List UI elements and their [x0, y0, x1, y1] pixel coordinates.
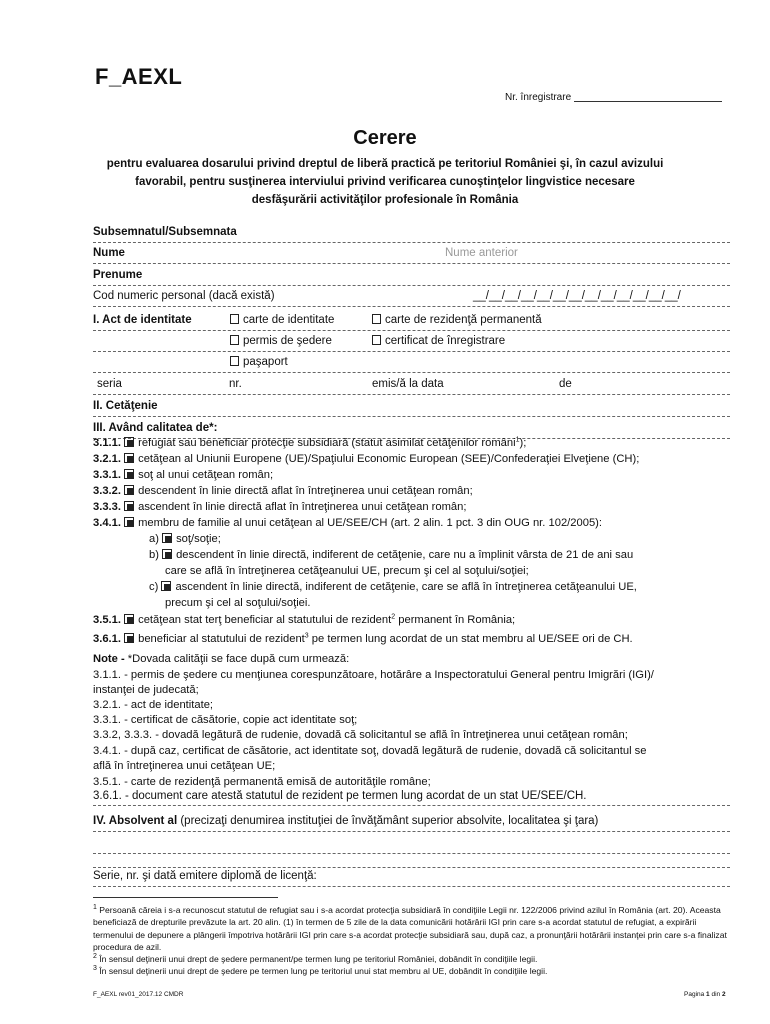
status-text: cetăţean al Uniunii Europene (UE)/Spaţiului Economic European (SEE)/Confederaţiei Elveţiene (CH); [138, 453, 640, 465]
option-registration-certificate[interactable] [372, 331, 505, 351]
series-label: seria [97, 378, 122, 390]
checkbox-icon[interactable] [162, 549, 172, 559]
status-code: 3.3.2. [93, 485, 121, 497]
cnp-row[interactable] [93, 286, 730, 307]
note-line [93, 683, 730, 698]
checkbox-icon[interactable] [124, 469, 134, 479]
page-subtitle [100, 155, 670, 209]
section3-title: III. Având calitatea de*: [93, 422, 218, 434]
first-name-label: Prenume [93, 269, 143, 281]
sub-option-b-cont [165, 564, 735, 579]
document-reference: F_AEXL rev01_2017.12 CMDR [93, 991, 184, 998]
status-text: descendent în linie directă aflat în întreţinerea unui cetăţean român; [138, 485, 473, 497]
note-text: 3.1.1. - permis de şedere cu menţiunea corespunzătoare, hotărâre a Inspectoratului General pentru Imigrări (IGI)/ [93, 669, 654, 681]
status-option-3-2-1[interactable] [93, 452, 730, 467]
checkbox-icon[interactable] [124, 485, 134, 495]
note-text: află în întreţinerea unui cetăţean UE; [93, 760, 276, 772]
option-label: carte de identitate [243, 314, 335, 326]
id-doc-details-row[interactable] [93, 374, 730, 395]
option-passport[interactable] [230, 352, 288, 372]
note-text: 3.2.1. - act de identitate; [93, 699, 214, 711]
note-line [93, 728, 730, 743]
option-residence-permit[interactable] [230, 331, 332, 351]
checkbox-icon[interactable] [124, 501, 134, 511]
sub-letter: c) [149, 581, 159, 593]
status-option-3-3-1[interactable] [93, 468, 730, 483]
note-line [93, 744, 730, 759]
note-line [93, 713, 730, 728]
subsemnatul-label: Subsemnatul/Subsemnata [93, 226, 237, 238]
id-doc-row-2 [93, 331, 730, 352]
footnote [93, 904, 735, 953]
status-text: beneficiar al statutului de rezident [138, 633, 305, 645]
diploma-row[interactable] [93, 866, 730, 887]
footnote-number: 1 [93, 904, 97, 912]
previous-name-label: Nume anterior [445, 247, 518, 259]
footnote-text: În sensul deţinerii unui drept de şedere permanent/pe termen lung pe teritoriul României, dobândit în condiţiile legii. [96, 954, 538, 965]
note-line [93, 788, 730, 806]
note-text: 3.3.2, 3.3.3. - dovadă legătură de rudenie, dovadă că solicitantul se află în întreţinerea unui cetăţean român; [93, 729, 628, 741]
checkbox-icon[interactable] [162, 533, 172, 543]
subtitle-line: desfăşurării activităţilor profesionale în România [251, 194, 519, 206]
footnote-ref: 2 [391, 613, 396, 621]
cnp-label: Cod numeric personal (dacă există) [93, 290, 275, 302]
footnote-number: 3 [93, 965, 97, 973]
status-code: 3.5.1. [93, 614, 121, 626]
number-label: nr. [229, 378, 242, 390]
section2-title: II. Cetăţenie [93, 400, 158, 412]
page-prefix: Pagina [684, 991, 707, 998]
checkbox-icon[interactable] [124, 453, 134, 463]
sub-letter: a) [149, 533, 159, 545]
sub-text: descendent în linie directă, indiferent de cetăţenie, care nu a împlinit vârsta de 21 de ani sau [176, 549, 634, 561]
section4-title: IV. Absolvent al [93, 815, 178, 827]
checkbox-icon[interactable] [230, 314, 239, 324]
sub-text: care se află în întreţinerea cetăţeanului UE, precum şi cel al soţului/soţiei; [165, 565, 529, 577]
graduate-blank-line[interactable] [93, 833, 730, 854]
checkbox-icon[interactable] [124, 517, 134, 527]
graduate-row[interactable] [93, 811, 730, 832]
status-option-3-5-1[interactable] [93, 613, 730, 628]
option-label: carte de rezidenţă permanentă [385, 314, 542, 326]
status-code: 3.3.3. [93, 501, 121, 513]
sub-option-a[interactable] [149, 532, 734, 547]
option-label: paşaport [243, 356, 288, 368]
note-line [93, 759, 730, 774]
diploma-label: Serie, nr. şi dată emitere diplomă de licenţă: [93, 870, 317, 882]
page-number [684, 991, 726, 998]
option-label: permis de şedere [243, 335, 332, 347]
subtitle-line: favorabil, pentru susţinerea interviului privind verificarea cunoştinţelor lingvistice necesare [135, 176, 635, 188]
registration-number [505, 91, 722, 103]
checkbox-icon[interactable] [124, 633, 134, 643]
status-text: membru de familie al unui cetăţean al UE/SEE/CH (art. 2 alin. 1 pct. 3 din OUG nr. 102/2005): [138, 517, 602, 529]
checkbox-icon[interactable] [161, 581, 171, 591]
footnote-number: 2 [93, 953, 97, 961]
sub-text: soţ/soţie; [176, 533, 221, 545]
status-code: 3.4.1. [93, 517, 121, 529]
note-text: instanţei de judecată; [93, 684, 199, 696]
issue-date-label: emis/ă la data [372, 378, 444, 390]
sub-letter: b) [149, 549, 159, 561]
sub-option-c-cont [165, 596, 735, 611]
section1-title: I. Act de identitate [93, 314, 192, 326]
status-text: ); [519, 437, 527, 449]
section4-hint: (precizaţi denumirea instituţiei de învăţământ superior absolvite, localitatea şi ţara) [177, 815, 599, 827]
option-identity-card[interactable] [230, 310, 334, 330]
footnote-text: În sensul deţinerii unui drept de şedere pe termen lung pe teritoriul unui stat membru al UE, dobândit în condiţiile legii. [96, 966, 548, 977]
note-intro [93, 652, 730, 667]
id-doc-row-3 [93, 352, 730, 373]
note-line [93, 698, 730, 713]
id-doc-row-1 [93, 310, 730, 331]
subsemnatul-row [93, 222, 730, 243]
status-option-3-6-1[interactable] [93, 632, 730, 647]
sub-option-c[interactable] [149, 580, 734, 595]
name-label: Nume [93, 247, 125, 259]
status-option-3-1-1[interactable] [93, 436, 730, 451]
sub-option-b[interactable] [149, 548, 734, 563]
note-line [93, 668, 730, 683]
first-name-row[interactable] [93, 265, 730, 286]
checkbox-icon[interactable] [124, 437, 134, 447]
issued-by-label: de [559, 378, 572, 390]
option-permanent-residence-card[interactable] [372, 310, 542, 330]
status-option-3-3-2[interactable] [93, 484, 730, 499]
status-code: 3.1.1. [93, 437, 121, 449]
registration-blank[interactable] [574, 91, 722, 102]
status-option-3-4-1[interactable] [93, 516, 730, 531]
sub-text: precum şi cel al soţului/soţiei. [165, 597, 311, 609]
status-option-3-3-3[interactable] [93, 500, 730, 515]
note-text: 3.3.1. - certificat de căsătorie, copie act identitate soţ; [93, 714, 358, 726]
note-text: 3.4.1. - după caz, certificat de căsătorie, act identitate soţ, dovadă legătură de rudenie, dovadă că solicitantul se [93, 745, 647, 757]
page-current: 1 [706, 991, 710, 998]
checkbox-icon[interactable] [230, 335, 239, 345]
note-text: 3.5.1. - carte de rezidenţă permanentă emisă de autorităţile române; [93, 776, 431, 788]
cnp-slots[interactable]: __/__/__/__/__/__/__/__/__/__/__/__/__/ [473, 290, 681, 302]
citizenship-row[interactable] [93, 396, 730, 417]
sub-text: ascendent în linie directă, indiferent de cetăţenie, care se află în întreţinerea cetăţeanului UE, [175, 581, 637, 593]
footnote-text: Persoană căreia i s-a recunoscut statutul de refugiat sau i s-a acordat protecţia subsidiară în condiţiile Legii nr. 122/2006 privind azilul în România (art. 20). Aceasta beneficiază de drepturile prevăzute la art. 20 alin. (1) în termen de 5 zile de la data comunicării hotărârii IGI prin care s-a acordat statutul de refugiat, a expirării termenului de depunere a plângerii împotriva hotărârii IGI prin care s-a acordat protecţie subsidiară sau, după caz, a pronunţării hotărârii instanţei prin care s-a finalizat procedura de azil. [93, 905, 727, 952]
status-text: pe termen lung acordat de un stat membru al UE/SEE ori de CH. [308, 633, 633, 645]
checkbox-icon[interactable] [372, 314, 381, 324]
option-label: certificat de înregistrare [385, 335, 506, 347]
registration-label: Nr. înregistrare [505, 92, 572, 103]
form-code: F_AEXL [95, 64, 183, 89]
footnotes [93, 904, 735, 978]
note-text: *Dovada calităţii se face după cum urmează: [124, 653, 350, 665]
footnote [93, 953, 735, 965]
checkbox-icon[interactable] [372, 335, 381, 345]
footnote-ref: 1 [515, 436, 520, 444]
status-text: soţ al unui cetăţean român; [138, 469, 274, 481]
checkbox-icon[interactable] [124, 614, 134, 624]
checkbox-icon[interactable] [230, 356, 239, 366]
note-text: 3.6.1. - document care atestă statutul de rezident pe termen lung acordat de un stat UE/SEE/CH. [93, 790, 587, 802]
footnote-ref: 3 [304, 632, 309, 640]
status-code: 3.3.1. [93, 469, 121, 481]
subtitle-line: pentru evaluarea dosarului privind dreptul de liberă practică pe teritoriul României şi, în cazul avizului [106, 158, 664, 170]
status-code: 3.2.1. [93, 453, 121, 465]
page-title: Cerere [353, 127, 417, 149]
status-text: ascendent în linie directă aflat în întreţinerea unui cetăţean român; [138, 501, 467, 513]
status-text: cetăţean stat terţ beneficiar al statutului de rezident [138, 614, 392, 626]
page-mid: din [709, 991, 722, 998]
footnote-separator [93, 897, 278, 898]
name-row[interactable] [93, 243, 730, 264]
note-label: Note - [93, 653, 125, 665]
status-text: refugiat sau beneficiar protecţie subsidiară (statut asimilat cetăţenilor români [138, 437, 516, 449]
status-text: permanent în România; [395, 614, 516, 626]
page-total: 2 [721, 991, 726, 998]
status-code: 3.6.1. [93, 633, 121, 645]
footnote [93, 965, 735, 977]
